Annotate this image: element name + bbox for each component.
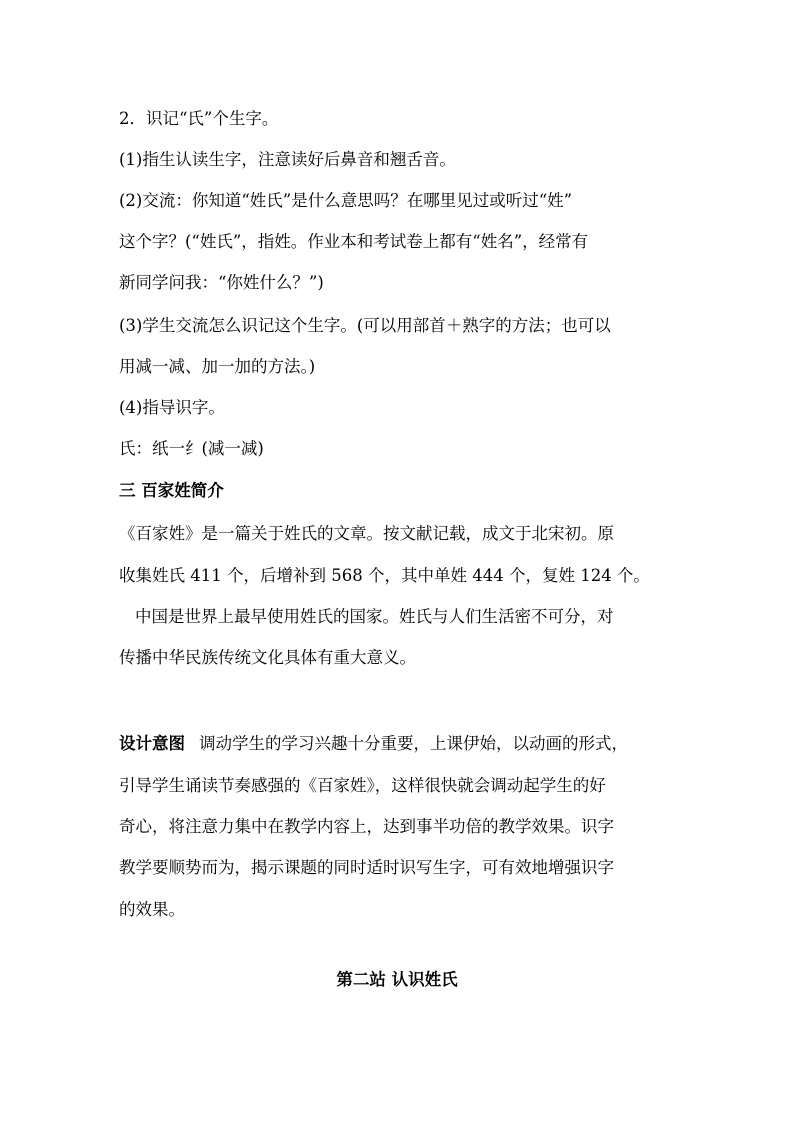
- design-intent-line-3: 奇心，将注意力集中在教学内容上，达到事半功倍的教学效果。识字: [119, 817, 614, 836]
- intro-line-2: 收集姓氏 411 个，后增补到 568 个，其中单姓 444 个，复姓 124 个。: [119, 566, 650, 585]
- step-item-2-line-1: (2)交流：你知道“姓氏”是什么意思吗？在哪里见过或听过“姓”: [119, 191, 573, 210]
- step-item-2-line-3: 新同学问我：“你姓什么？”): [119, 273, 324, 292]
- character-note: 氏：纸一纟(减一减): [119, 439, 264, 458]
- design-intent-line-5: 的效果。: [119, 900, 185, 919]
- station-title: 第二站 认识姓氏: [336, 970, 458, 989]
- design-intent-line-2: 引导学生诵读节奏感强的《百家姓》，这样很快就会调动起学生的好: [119, 776, 606, 795]
- step-title: 2．识记“氏”个生字。: [119, 109, 279, 128]
- design-intent-line-1: [119, 733, 628, 755]
- design-intent-text: 调动学生的学习兴趣十分重要，上课伊始，以动画的形式，: [199, 734, 628, 753]
- intro-line-3: 中国是世界上最早使用姓氏的国家。姓氏与人们生活密不可分，对: [135, 607, 614, 626]
- step-item-1: (1)指生认读生字，注意读好后鼻音和翘舌音。: [119, 150, 456, 169]
- step-item-3-line-1: (3)学生交流怎么识记这个生字。(可以用部首＋熟字的方法；也可以: [119, 316, 611, 335]
- section-heading: 三 百家姓简介: [119, 481, 224, 500]
- intro-line-4: 传播中华民族传统文化具体有重大意义。: [119, 648, 416, 667]
- design-intent-label: 设计意图: [119, 734, 185, 753]
- intro-line-1: 《百家姓》是一篇关于姓氏的文章。按文献记载，成文于北宋初。原: [119, 524, 614, 543]
- design-intent-line-4: 教学要顺势而为，揭示课题的同时适时识写生字，可有效地增强识字: [119, 858, 614, 877]
- step-item-2-line-2: 这个字？(“姓氏”，指姓。作业本和考试卷上都有“姓名”，经常有: [119, 232, 589, 251]
- step-item-4: (4)指导识字。: [119, 398, 225, 417]
- step-item-3-line-2: 用减一减、加一加的方法。): [119, 357, 316, 376]
